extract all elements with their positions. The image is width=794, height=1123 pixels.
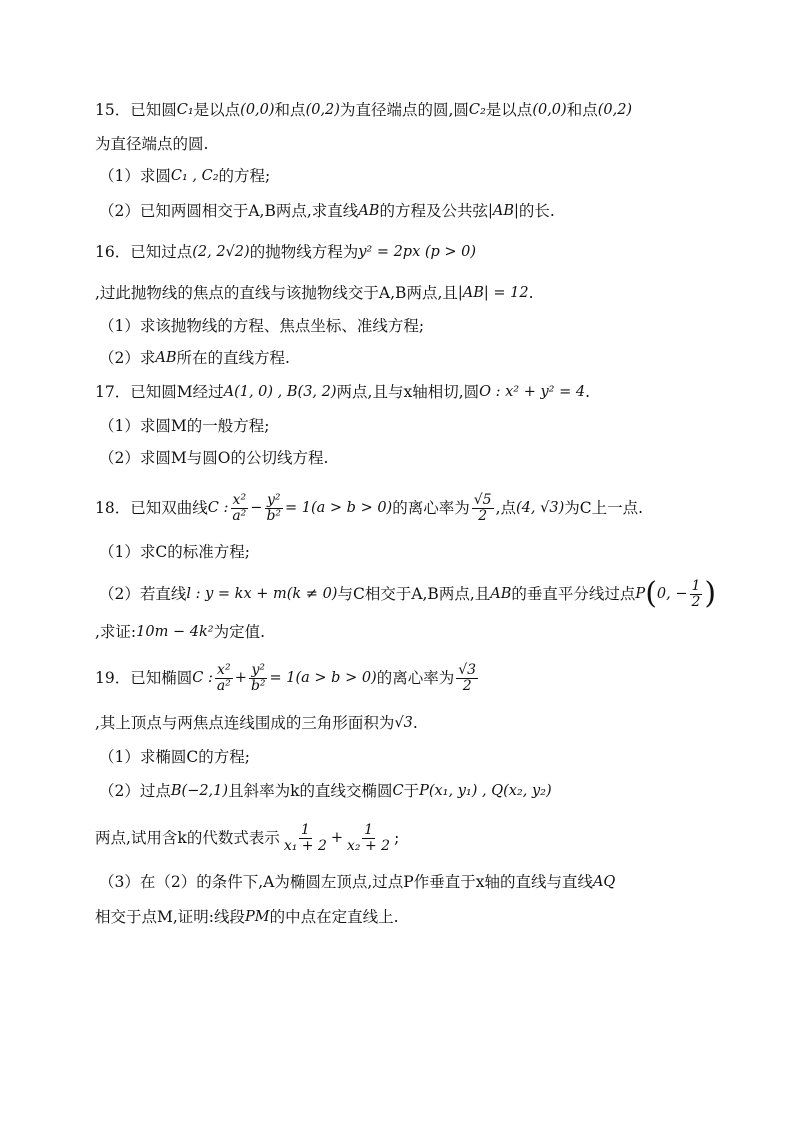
left-paren: ( bbox=[645, 576, 657, 611]
denominator: a² bbox=[216, 677, 231, 694]
text: 是以点 bbox=[193, 101, 241, 119]
p19-line6 bbox=[95, 905, 399, 929]
text: ,点 bbox=[495, 499, 516, 517]
text: 相交于点M,证明:线段 bbox=[95, 908, 246, 926]
math: (0,0) bbox=[532, 102, 567, 118]
text: . bbox=[585, 383, 591, 401]
p19-line2 bbox=[95, 711, 418, 735]
math: AB bbox=[358, 203, 380, 219]
math: C : bbox=[207, 500, 229, 516]
p19-line4 bbox=[95, 818, 399, 858]
denominator: x₁ + 2 bbox=[283, 837, 327, 854]
text: 的垂直平分线过点 bbox=[511, 585, 636, 603]
p18-line3 bbox=[95, 620, 265, 644]
math: (0,0) bbox=[240, 102, 275, 118]
math: P bbox=[635, 586, 646, 602]
numerator: x² bbox=[232, 491, 247, 508]
text: 和点 bbox=[274, 101, 306, 119]
fraction bbox=[264, 493, 283, 524]
text: 15．已知圆 bbox=[95, 101, 177, 119]
p18-line1 bbox=[95, 488, 643, 528]
math: AB bbox=[155, 350, 177, 366]
math: l : y = kx + m(k ≠ 0) bbox=[186, 586, 338, 602]
text: 的方程; bbox=[218, 167, 271, 185]
denominator: a² bbox=[232, 507, 247, 524]
math: (2, 2√2) bbox=[192, 244, 250, 260]
math: C₂ bbox=[468, 102, 486, 118]
text: 17．已知圆M经过 bbox=[95, 383, 224, 401]
p17-line1 bbox=[95, 380, 590, 404]
math: C : bbox=[192, 670, 213, 686]
math: = 1(a > b > 0) bbox=[285, 500, 393, 516]
math: C₁ , C₂ bbox=[170, 168, 219, 184]
text: 是以点 bbox=[485, 101, 533, 119]
math: AB bbox=[490, 586, 512, 602]
math: = 1(a > b > 0) bbox=[269, 670, 377, 686]
numerator: √5 bbox=[473, 491, 492, 508]
fraction bbox=[249, 663, 268, 694]
math: 0, − bbox=[656, 586, 688, 602]
text: （1）求椭圆C的方程; bbox=[99, 748, 250, 766]
denominator: 2 bbox=[478, 507, 488, 524]
numerator: x² bbox=[217, 661, 231, 678]
math: |AB| bbox=[487, 203, 519, 219]
denominator: b² bbox=[250, 677, 266, 694]
text: 为C上一点. bbox=[564, 499, 644, 517]
text: 为直径端点的圆,圆 bbox=[339, 101, 469, 119]
p18-q2 bbox=[99, 574, 716, 614]
math: + bbox=[330, 830, 344, 846]
text: （2）已知两圆相交于A,B两点,求直线 bbox=[99, 202, 359, 220]
text: 的抛物线方程为 bbox=[249, 243, 359, 261]
denominator: x₂ + 2 bbox=[347, 837, 391, 854]
p18-q1 bbox=[99, 540, 250, 564]
text: （2）求圆M与圆O的公切线方程. bbox=[99, 449, 329, 467]
p17-q1 bbox=[99, 414, 269, 438]
numerator: y² bbox=[266, 491, 281, 508]
p19-q3 bbox=[99, 870, 615, 894]
text: 16．已知过点 bbox=[95, 243, 193, 261]
text: （2）过点 bbox=[99, 782, 171, 800]
text: 于 bbox=[403, 782, 420, 800]
text: ; bbox=[394, 829, 400, 847]
p16-line2 bbox=[95, 281, 534, 305]
text: （1）求该抛物线的方程、焦点坐标、准线方程; bbox=[99, 317, 425, 335]
p15-q1 bbox=[99, 164, 270, 188]
p15-line2 bbox=[95, 132, 208, 156]
p19-q2 bbox=[99, 779, 552, 803]
text: （3）在（2）的条件下,A为椭圆左顶点,过点P作垂直于x轴的直线与直线 bbox=[99, 873, 593, 891]
math: √3 bbox=[394, 715, 413, 731]
text: ,求证: bbox=[95, 623, 137, 641]
math: C bbox=[392, 783, 404, 799]
text: 的方程及公共弦 bbox=[379, 202, 488, 220]
math: B(−2,1) bbox=[170, 783, 229, 799]
text: 和点 bbox=[566, 101, 598, 119]
math: 10m − 4k² bbox=[136, 624, 214, 640]
fraction bbox=[215, 663, 233, 694]
text: 且斜率为k的直线交椭圆 bbox=[228, 782, 393, 800]
text: 18．已知双曲线 bbox=[95, 499, 208, 517]
math: (0,2) bbox=[597, 102, 633, 118]
fraction bbox=[230, 493, 248, 524]
denominator: 2 bbox=[691, 593, 701, 610]
text: 与C相交于A,B两点,且 bbox=[337, 585, 491, 603]
right-paren: ) bbox=[704, 576, 717, 611]
numerator: 1 bbox=[364, 821, 374, 838]
math: (4, √3) bbox=[516, 500, 565, 516]
p17-q2 bbox=[99, 446, 328, 470]
text: 的离心率为 bbox=[376, 669, 455, 687]
numerator: 1 bbox=[691, 577, 701, 594]
denominator: b² bbox=[266, 507, 282, 524]
p15-q2 bbox=[99, 199, 555, 223]
math: − bbox=[250, 500, 263, 516]
numerator: y² bbox=[251, 661, 265, 678]
math: PM bbox=[245, 909, 270, 925]
numerator: 1 bbox=[300, 821, 310, 838]
p19-q1 bbox=[99, 745, 250, 769]
p16-q1 bbox=[99, 314, 424, 338]
text: （1）求圆M的一般方程; bbox=[99, 417, 270, 435]
text: 为定值. bbox=[213, 623, 265, 641]
fraction bbox=[345, 823, 392, 854]
text: ,过此抛物线的焦点的直线与该抛物线交于A,B两点,且 bbox=[95, 284, 458, 302]
text: 的离心率为 bbox=[392, 499, 470, 517]
math: y² = 2px (p > 0) bbox=[358, 244, 477, 260]
math: |AB| = 12 bbox=[457, 285, 529, 301]
text: 两点,且与x轴相切,圆 bbox=[336, 383, 480, 401]
text: 的长. bbox=[518, 202, 555, 220]
text: ,其上顶点与两焦点连线围成的三角形面积为 bbox=[95, 714, 395, 732]
text: 所在的直线方程. bbox=[176, 349, 290, 367]
fraction bbox=[690, 579, 703, 610]
text: 为直径端点的圆. bbox=[95, 135, 209, 153]
math: P(x₁, y₁) , Q(x₂, y₂) bbox=[419, 783, 552, 799]
math: + bbox=[234, 670, 247, 686]
text: 两点,试用含k的代数式表示 bbox=[95, 829, 280, 847]
p16-line1 bbox=[95, 240, 476, 264]
p19-line1 bbox=[95, 658, 480, 698]
fraction bbox=[456, 663, 478, 694]
numerator: √3 bbox=[458, 661, 477, 678]
text: 19．已知椭圆 bbox=[95, 669, 193, 687]
text: . bbox=[412, 714, 418, 732]
fraction bbox=[472, 493, 494, 524]
math: (0,2) bbox=[305, 102, 340, 118]
text: （1）求C的标准方程; bbox=[99, 543, 250, 561]
p15-line1 bbox=[95, 98, 632, 122]
math: C₁ bbox=[176, 102, 194, 118]
math: O : x² + y² = 4 bbox=[479, 384, 586, 400]
fraction bbox=[282, 823, 329, 854]
math: A(1, 0) , B(3, 2) bbox=[223, 384, 337, 400]
denominator: 2 bbox=[462, 677, 472, 694]
text: （2）若直线 bbox=[99, 585, 187, 603]
text: . bbox=[528, 284, 534, 302]
p16-q2 bbox=[99, 346, 290, 370]
math: AQ bbox=[592, 874, 616, 890]
text: （2）求 bbox=[99, 349, 156, 367]
text: 的中点在定直线上. bbox=[269, 908, 399, 926]
text: （1）求圆 bbox=[99, 167, 171, 185]
